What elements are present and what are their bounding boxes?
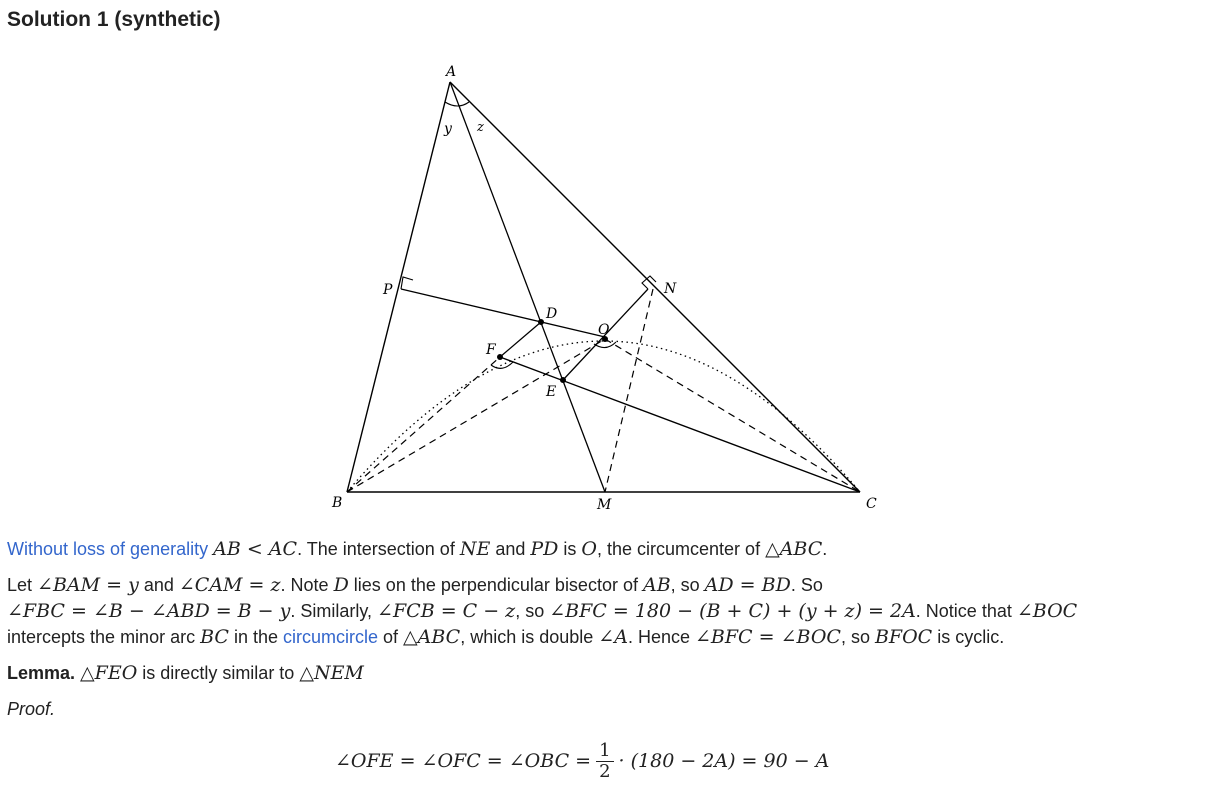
solid-segments	[401, 82, 860, 492]
proof-label: Proof.	[7, 699, 56, 719]
paragraph-angles-line-3: intercepts the minor arc BC in the circumcircle of △ABC, which is double ∠A. Hence ∠BFC = ∠BOC, so BFOC is cyclic.	[7, 626, 1005, 648]
label-f: F	[486, 342, 496, 358]
segment-fd	[500, 322, 541, 357]
points	[497, 319, 608, 383]
dashed-bo	[347, 339, 605, 492]
label-p: P	[383, 282, 393, 298]
label-m: M	[597, 497, 612, 513]
paragraph-angles-line-2: ∠FBC = ∠B − ∠ABD = B − y. Similarly, ∠FCB = C − z, so ∠BFC = 180 − (B + C) + (y + z) = 2A. Notice that ∠BOC	[7, 600, 1078, 622]
point-f	[497, 354, 503, 360]
right-angle-n	[642, 276, 656, 289]
paragraph-wlog: Without loss of generality AB < AC. The intersection of NE and PD is O, the circumcenter of △ABC.	[7, 538, 828, 560]
label-n: N	[664, 281, 677, 297]
label-d: D	[546, 306, 558, 322]
proof-label-line	[7, 696, 55, 722]
label-e: E	[546, 384, 557, 400]
side-ab	[347, 82, 450, 492]
angle-arc-a	[445, 102, 469, 106]
median-am	[450, 82, 605, 492]
label-angle-y: y	[444, 121, 452, 137]
label-c: C	[866, 496, 877, 512]
point-d	[538, 319, 544, 325]
angle-marks	[401, 102, 656, 368]
segment-pd	[401, 289, 605, 337]
triangle-abc	[347, 82, 860, 492]
lemma-label: Lemma.	[7, 663, 76, 683]
label-o: O	[598, 322, 610, 338]
angle-arc-f	[491, 362, 513, 368]
wlog-link[interactable]: Without loss of generality	[7, 539, 209, 559]
section-title: Solution 1 (synthetic)	[7, 8, 221, 31]
label-b: B	[332, 495, 343, 511]
paragraph-angles-line-1: Let ∠BAM = y and ∠CAM = z. Note D lies on the perpendicular bisector of AB, so AD = BD. So	[7, 574, 823, 596]
lemma-statement: Lemma. △FEO is directly similar to △NEM	[7, 662, 364, 684]
circumcircle-link[interactable]: circumcircle	[282, 627, 378, 647]
fraction-one-half: $\frac{1}{2}$	[596, 741, 613, 782]
segment-fc	[500, 357, 860, 492]
point-e	[560, 377, 566, 383]
circle-arc-bfoc	[347, 341, 860, 492]
dashed-bf	[347, 357, 500, 492]
dashed-oc	[605, 339, 860, 492]
dashed-nm	[605, 289, 653, 492]
right-angle-p	[401, 277, 413, 289]
display-equation: ∠OFE = ∠OFC = ∠OBC = $\frac{1}{2}$ · (180 − 2A) = 90 − A	[335, 739, 830, 782]
dashed-segments	[347, 289, 860, 492]
label-a: A	[446, 64, 457, 80]
side-ac	[450, 82, 860, 492]
label-angle-z: z	[477, 120, 484, 135]
